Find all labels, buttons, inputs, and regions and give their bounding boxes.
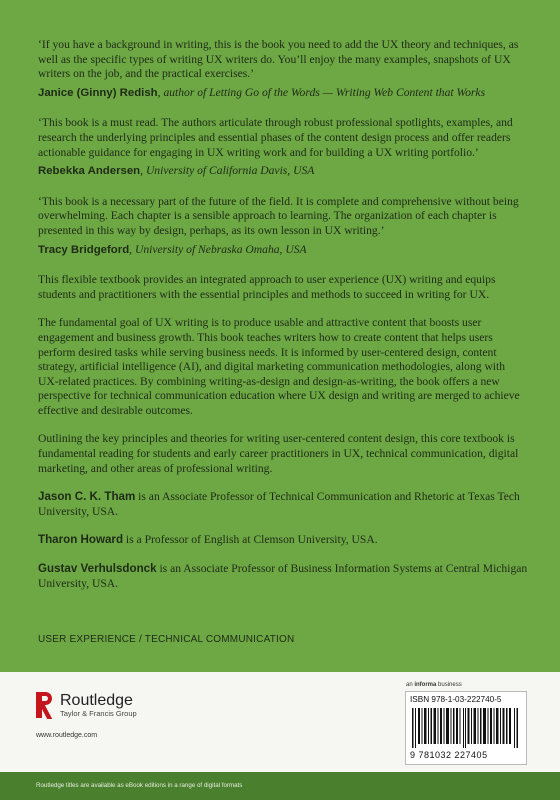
author-name: Tharon Howard [38,533,124,547]
endorser-affiliation: , University of Nebraska Omaha, USA [129,242,307,256]
barcode-number: 9 781032 227405 [410,750,488,760]
author-bio-text: is an Associate Professor of Technical Communication and Rhetoric at Texas Tech University, USA. [38,490,520,518]
author-name: Gustav Verhulsdonck [38,562,157,576]
endorser-name: Rebekka Andersen [38,165,141,178]
ebook-note: Routledge titles are available as eBook editions in a range of digital formats [36,782,243,789]
author-bio-text: is a Professor of English at Clemson University, USA. [123,533,378,547]
publisher-logo [36,692,137,718]
author-bio [38,490,528,519]
description-paragraph: The fundamental goal of UX writing is to produce usable and attractive content that boosts user engagement and business growth. This book teaches writers how to create content that helps users perform desired tasks while serving business needs. It is informed by user-centered design, content strategy, artificial intelligence (AI), and digital marketing communication methodologies, along with UX-related practices. By combining writing-as-design and design-as-writing, the book offers a new perspective for technical communication education where UX design and writing are merged to achieve effective and desirable outcomes. [38,316,520,417]
endorsement-attribution [38,86,528,101]
business-suffix: business [436,682,462,688]
publisher-panel [0,672,560,772]
author-bio [38,562,528,591]
endorsement-attribution [38,243,528,258]
cover-text [38,38,528,605]
endorser-affiliation: , author of Letting Go of the Words — Writing Web Content that Works [157,85,486,99]
endorser-affiliation: , University of California Davis, USA [140,164,315,178]
endorsement-quote: ‘If you have a background in writing, this is the book you need to add the UX theory and techniques, as well as the specific types of writing UX writers do. You’ll enjoy the many examples, snapshots of UX writers on the job, and the practical exercises.’ [38,38,519,81]
author-bio [38,533,528,548]
business-brand: informa [414,682,437,688]
business-prefix: an [406,682,415,688]
isbn-label: ISBN 978-1-03-222740-5 [410,695,502,704]
informa-business-label [406,682,462,688]
publisher-website: www.routledge.com [36,732,98,739]
endorsement-quote: ‘This book is a necessary part of the future of the field. It is complete and comprehensive without being overwhelming. Each chapter is a sensible approach to learning. The organization of each chapter is presented in this way by design, perhaps, as its own lesson in UX writing.’ [38,194,519,237]
cover-bottom-band [0,672,560,800]
description-paragraph: This flexible textbook provides an integrated approach to user experience (UX) writing and equips students and practitioners with the essential principles and methods to succeed in writing for UX. [38,273,496,301]
endorsement-quote: ‘This book is a must read. The authors articulate through robust professional spotlights, examples, and research the underlying principles and essential phases of the content design process and offer readers actionable guidance for engaging in UX writing work and for building a UX writing portfolio.’ [38,116,513,159]
endorser-name: Tracy Bridgeford [38,243,130,256]
isbn-barcode-box [405,691,527,765]
endorser-name: Janice (Ginny) Redish [38,86,158,99]
endorsement-attribution [38,164,528,179]
description-paragraph: Outlining the key principles and theories for writing user-centered content design, this core textbook is fundamental reading for students and early career practitioners in UX, technical communication, digital marketing, and other areas of professional writing. [38,432,519,475]
publisher-group: Taylor & Francis Group [60,709,137,718]
routledge-r-logo-icon [36,692,54,718]
subject-category: USER EXPERIENCE / TECHNICAL COMMUNICATION [38,634,295,645]
author-name: Jason C. K. Tham [38,490,136,504]
isbn-barcode-icon [412,708,520,748]
publisher-name: Routledge [60,692,133,709]
author-bio-text: is an Associate Professor of Business Information Systems at Central Michigan University, USA. [38,562,528,590]
